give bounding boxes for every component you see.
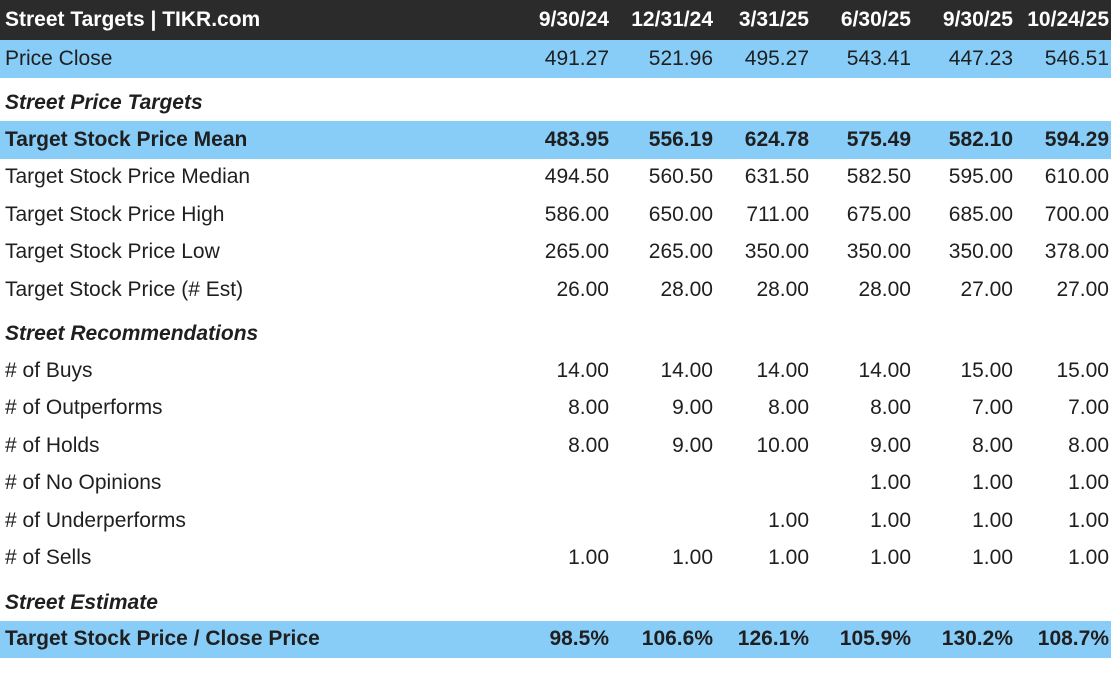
table-cell: 447.23	[913, 40, 1015, 78]
table-cell: 378.00	[1044, 240, 1109, 264]
table-cell: 495.27	[715, 40, 811, 78]
table-row[interactable]	[0, 234, 1111, 272]
table-cell: 8.00	[768, 396, 809, 420]
table-row[interactable]	[0, 465, 1111, 503]
table-cell: 8.00	[1068, 433, 1109, 457]
table-row[interactable]	[0, 502, 1111, 540]
table-cell: 711.00	[746, 202, 809, 226]
table-cell: 494.50	[544, 165, 609, 189]
section-heading-row	[0, 577, 1111, 621]
table-cell: 1.00	[568, 546, 609, 570]
table-cell: 700.00	[1044, 202, 1109, 226]
table-cell: 15.00	[960, 358, 1013, 382]
table-cell	[507, 465, 611, 503]
table-cell: 28.00	[756, 277, 809, 301]
row-label: # of Holds	[5, 433, 100, 457]
table-cell: 594.29	[1015, 121, 1111, 159]
period-header[interactable]: 10/24/25	[1015, 0, 1111, 40]
table-row[interactable]	[0, 121, 1111, 159]
table-row[interactable]	[0, 621, 1111, 659]
table-cell: 1.00	[1068, 471, 1109, 495]
table-cell: 586.00	[544, 202, 609, 226]
table-row[interactable]	[0, 159, 1111, 197]
table-cell: 556.19	[611, 121, 715, 159]
table-cell: 1.00	[1068, 508, 1109, 532]
table-cell: 8.00	[972, 433, 1013, 457]
table-cell: 582.50	[846, 165, 911, 189]
table-cell: 26.00	[556, 277, 609, 301]
table-cell: 108.7%	[1015, 621, 1111, 659]
table-cell: 98.5%	[507, 621, 611, 659]
table-cell	[507, 502, 611, 540]
table-cell: 546.51	[1015, 40, 1111, 78]
row-label: Target Stock Price Low	[5, 240, 220, 264]
table-cell: 1.00	[972, 471, 1013, 495]
table-row[interactable]	[0, 540, 1111, 578]
table-cell: 15.00	[1056, 358, 1109, 382]
period-header[interactable]: 3/31/25	[715, 0, 811, 40]
row-label: Target Stock Price High	[5, 202, 225, 226]
table-cell: 28.00	[858, 277, 911, 301]
table-cell	[611, 465, 715, 503]
table-cell: 1.00	[1068, 546, 1109, 570]
table-row[interactable]	[0, 271, 1111, 309]
table-cell: 1.00	[870, 508, 911, 532]
table-cell: 14.00	[858, 358, 911, 382]
table-cell: 1.00	[672, 546, 713, 570]
table-cell: 350.00	[948, 240, 1013, 264]
table-cell: 106.6%	[611, 621, 715, 659]
row-label: Target Stock Price Mean	[0, 121, 507, 159]
table-cell: 1.00	[768, 508, 809, 532]
table-cell: 9.00	[672, 396, 713, 420]
table-row[interactable]	[0, 390, 1111, 428]
table-cell: 595.00	[948, 165, 1013, 189]
period-header[interactable]: 6/30/25	[811, 0, 913, 40]
row-label: Target Stock Price Median	[5, 165, 251, 189]
table-cell: 1.00	[870, 471, 911, 495]
table-cell	[715, 465, 811, 503]
table-row[interactable]	[0, 427, 1111, 465]
table-cell: 491.27	[507, 40, 611, 78]
table-cell: 130.2%	[913, 621, 1015, 659]
table-cell: 350.00	[846, 240, 911, 264]
section-heading-row	[0, 309, 1111, 353]
table-cell: 14.00	[556, 358, 609, 382]
row-label: # of No Opinions	[5, 471, 162, 495]
row-label: Target Stock Price (# Est)	[5, 277, 244, 301]
table-cell: 575.49	[811, 121, 913, 159]
table-cell: 543.41	[811, 40, 913, 78]
period-header[interactable]: 9/30/24	[507, 0, 611, 40]
table-cell: 675.00	[846, 202, 911, 226]
table-cell: 105.9%	[811, 621, 913, 659]
row-label: # of Underperforms	[5, 508, 186, 532]
table-cell: 1.00	[972, 546, 1013, 570]
section-heading-row	[0, 78, 1111, 122]
table-cell: 28.00	[660, 277, 713, 301]
table-cell: 126.1%	[715, 621, 811, 659]
price-close-row[interactable]	[0, 40, 1111, 78]
row-label: # of Outperforms	[5, 396, 163, 420]
period-header[interactable]: 12/31/24	[611, 0, 715, 40]
table-title: Street Targets | TIKR.com	[0, 0, 507, 40]
table-cell: 560.50	[648, 165, 713, 189]
section-title-price-targets: Street Price Targets	[5, 91, 203, 114]
table-cell: 9.00	[870, 433, 911, 457]
table-cell: 9.00	[672, 433, 713, 457]
row-label: Target Stock Price / Close Price	[0, 621, 507, 659]
table-cell: 582.10	[913, 121, 1015, 159]
table-cell: 7.00	[1068, 396, 1109, 420]
table-cell: 10.00	[756, 433, 809, 457]
table-cell: 14.00	[660, 358, 713, 382]
table-cell: 1.00	[768, 546, 809, 570]
section-title-recommendations: Street Recommendations	[5, 322, 259, 345]
table-cell: 27.00	[960, 277, 1013, 301]
table-cell: 521.96	[611, 40, 715, 78]
table-cell: 27.00	[1056, 277, 1109, 301]
table-cell: 610.00	[1044, 165, 1109, 189]
table-cell: 631.50	[744, 165, 809, 189]
table-cell	[611, 502, 715, 540]
table-cell: 8.00	[568, 433, 609, 457]
table-header-row	[0, 0, 1111, 40]
table-cell: 650.00	[648, 202, 713, 226]
table-cell: 265.00	[544, 240, 609, 264]
table-cell: 265.00	[648, 240, 713, 264]
table-cell: 1.00	[972, 508, 1013, 532]
table-row[interactable]	[0, 196, 1111, 234]
table-cell: 7.00	[972, 396, 1013, 420]
table-cell: 483.95	[507, 121, 611, 159]
table-cell: 14.00	[756, 358, 809, 382]
table-cell: 350.00	[744, 240, 809, 264]
row-label: # of Buys	[5, 358, 93, 382]
table-cell: 1.00	[870, 546, 911, 570]
period-header[interactable]: 9/30/25	[913, 0, 1015, 40]
table-cell: 685.00	[948, 202, 1013, 226]
row-label: # of Sells	[5, 546, 92, 570]
row-label: Price Close	[0, 40, 507, 78]
table-row[interactable]	[0, 352, 1111, 390]
table-cell: 8.00	[870, 396, 911, 420]
section-title-estimate: Street Estimate	[5, 590, 158, 614]
table-cell: 8.00	[568, 396, 609, 420]
table-cell: 624.78	[715, 121, 811, 159]
